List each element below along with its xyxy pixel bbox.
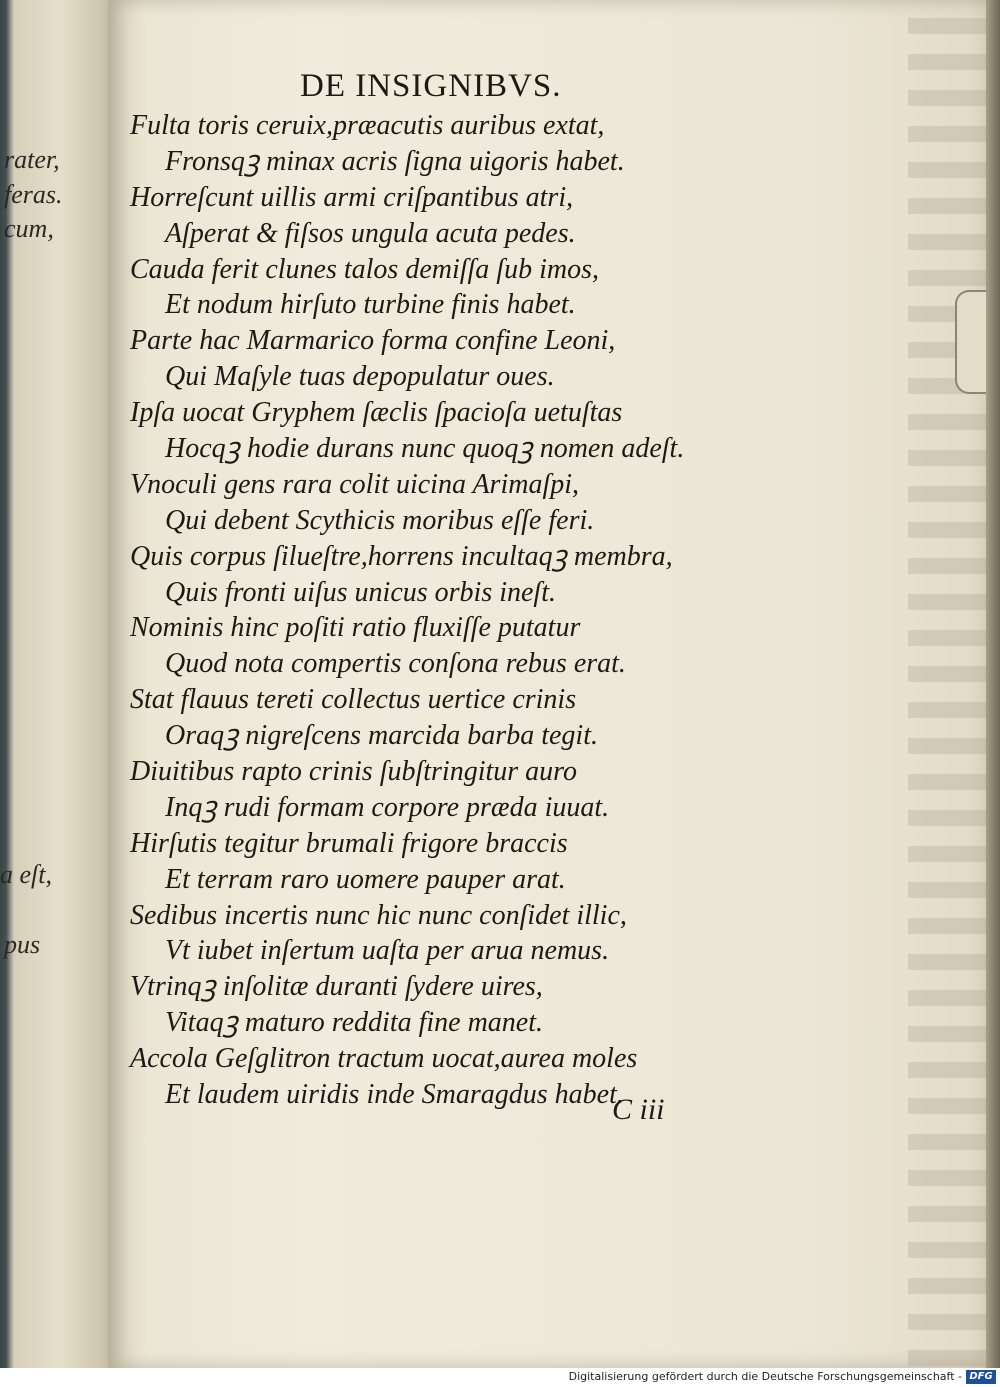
verse-line: Fulta toris ceruix,præacutis auribus extat,: [130, 110, 605, 141]
verse-line: Ipſa uocat Gryphem ſæclis ſpacioſa uetuſtas: [130, 397, 623, 429]
verse-line: Inqꝫ rudi formam corpore præda iuuat.: [165, 791, 610, 823]
left-page-fragment: rater,: [4, 145, 60, 174]
page-heading: DE INSIGNIBVS.: [300, 68, 562, 104]
verse-line: Oraqꝫ nigreſcens marcida barba tegit.: [165, 720, 598, 752]
left-page-fragment: cum,: [4, 214, 54, 243]
left-page-fragment: pus: [4, 930, 41, 959]
verse-line: Quis corpus ſilueſtre,horrens incultaqꝫ membra,: [130, 540, 673, 572]
verse-line: Et nodum hirſuto turbine finis habet.: [165, 289, 576, 321]
verse-line: Hirſutis tegitur brumali frigore braccis: [130, 827, 568, 859]
verse-line: Qui debent Scythicis moribus eſſe feri.: [165, 504, 595, 536]
verse-line: Et laudem uiridis inde Smaragdus habet.: [165, 1079, 624, 1111]
signature-mark: C iii: [612, 1093, 665, 1126]
left-page-edge: [0, 0, 115, 1368]
verse-line: Vitaqꝫ maturo reddita fine manet.: [165, 1007, 544, 1039]
verse-line: Et terram raro uomere pauper arat.: [165, 863, 566, 895]
verse-line: Cauda ferit clunes talos demiſſa ſub imos,: [130, 253, 599, 285]
left-page-fragment: feras.: [4, 180, 63, 209]
verse-line: Vnoculi gens rara colit uicina Arimaſpi,: [130, 468, 580, 500]
verse-line: Quis fronti uiſus unicus orbis ineſt.: [165, 576, 556, 608]
verse-line: Accola Geſglitron tractum uocat,aurea moles: [130, 1043, 638, 1075]
left-page-fragment: a eſt,: [0, 860, 52, 889]
verse-line: Stat flauus tereti collectus uertice crinis: [130, 684, 577, 716]
verse-line: Sedibus incertis nunc hic nunc conſidet illic,: [130, 899, 627, 931]
verse-line: Horreſcunt uillis armi criſpantibus atri,: [130, 181, 574, 213]
verse-text: [130, 108, 770, 1113]
footer-bar: [0, 1368, 1000, 1387]
verse-line: Vt iubet inſertum uaſta per arua nemus.: [165, 935, 610, 967]
dfg-logo: DFG: [966, 1370, 996, 1384]
verse-line: Parte hac Marmarico forma confine Leoni,: [130, 325, 616, 357]
funding-notice: Digitalisierung gefördert durch die Deutsche Forschungsgemeinschaft -: [568, 1370, 962, 1383]
verse-line: Fronsqꝫ minax acris ſigna uigoris habet.: [165, 145, 625, 177]
verse-line: Hocqꝫ hodie durans nunc quoqꝫ nomen adeſt.: [165, 433, 685, 465]
verse-line: Qui Maſyle tuas depopulatur oues.: [165, 361, 555, 393]
verse-line: Diuitibus rapto crinis ſubſtringitur auro: [130, 756, 578, 788]
page-right-edge: [986, 0, 1000, 1368]
verse-line: Aſperat & fiſsos ungula acuta pedes.: [165, 217, 576, 249]
verse-line: Quod nota compertis conſona rebus erat.: [165, 648, 626, 680]
verse-line: Vtrinqꝫ inſolitæ duranti ſydere uires,: [130, 971, 543, 1003]
verse-line: Nominis hinc poſiti ratio fluxiſſe putatur: [130, 612, 581, 644]
